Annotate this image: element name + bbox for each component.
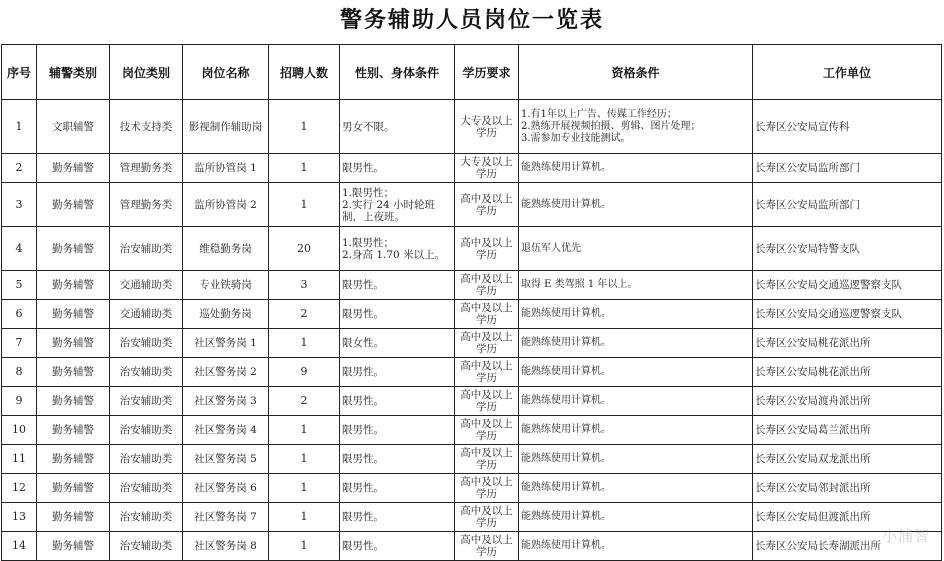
cell-edu: 高中及以上学历 bbox=[455, 300, 519, 329]
cell-count: 1 bbox=[269, 329, 340, 358]
cell-no: 11 bbox=[2, 445, 37, 474]
cell-no: 10 bbox=[2, 416, 37, 445]
cell-category: 勤务辅警 bbox=[37, 503, 110, 532]
cell-body: 限男性。 bbox=[340, 387, 455, 416]
cell-body: 限男性。 bbox=[340, 474, 455, 503]
table-row bbox=[2, 329, 942, 358]
cell-no: 3 bbox=[2, 183, 37, 227]
cell-unit: 长寿区公安局邻封派出所 bbox=[753, 474, 942, 503]
cell-body: 限女性。 bbox=[340, 329, 455, 358]
cell-edu: 高中及以上学历 bbox=[455, 358, 519, 387]
table-row bbox=[2, 300, 942, 329]
cell-unit: 长寿区公安局双龙派出所 bbox=[753, 445, 942, 474]
header-category: 辅警类别 bbox=[37, 45, 110, 100]
cell-count: 1 bbox=[269, 183, 340, 227]
cell-edu: 高中及以上学历 bbox=[455, 416, 519, 445]
cell-body: 限男性。 bbox=[340, 358, 455, 387]
cell-qual: 1.有1年以上广告、传媒工作经历； 2.熟练开展视频拍摄、剪辑、图片处理； 3.需参加专业技能测试。 bbox=[519, 100, 753, 154]
cell-category: 勤务辅警 bbox=[37, 154, 110, 183]
cell-no: 6 bbox=[2, 300, 37, 329]
cell-count: 1 bbox=[269, 416, 340, 445]
cell-body: 限男性。 bbox=[340, 445, 455, 474]
cell-category: 文职辅警 bbox=[37, 100, 110, 154]
cell-qual: 能熟练使用计算机。 bbox=[519, 532, 753, 561]
cell-name: 社区警务岗 2 bbox=[183, 358, 269, 387]
table-row bbox=[2, 227, 942, 271]
table-row bbox=[2, 445, 942, 474]
cell-edu: 高中及以上学历 bbox=[455, 329, 519, 358]
cell-unit: 长寿区公安局桃花派出所 bbox=[753, 358, 942, 387]
cell-unit: 长寿区公安局交通巡逻警察支队 bbox=[753, 271, 942, 300]
cell-category: 勤务辅警 bbox=[37, 387, 110, 416]
cell-type: 交通辅助类 bbox=[110, 271, 183, 300]
cell-unit: 长寿区公安局特警支队 bbox=[753, 227, 942, 271]
cell-body: 1.限男性； 2.实行 24 小时轮班制，上夜班。 bbox=[340, 183, 455, 227]
table-row bbox=[2, 183, 942, 227]
page-title: 警务辅助人员岗位一览表 bbox=[339, 7, 604, 33]
cell-no: 4 bbox=[2, 227, 37, 271]
cell-name: 巡处勤务岗 bbox=[183, 300, 269, 329]
cell-body: 1.限男性； 2.身高 1.70 米以上。 bbox=[340, 227, 455, 271]
cell-name: 专业铁骑岗 bbox=[183, 271, 269, 300]
cell-unit: 长寿区公安局桃花派出所 bbox=[753, 329, 942, 358]
cell-category: 勤务辅警 bbox=[37, 358, 110, 387]
cell-name: 社区警务岗 8 bbox=[183, 532, 269, 561]
cell-unit: 长寿区公安局交通巡逻警察支队 bbox=[753, 300, 942, 329]
cell-edu: 高中及以上学历 bbox=[455, 474, 519, 503]
header-count: 招聘人数 bbox=[269, 45, 340, 100]
cell-category: 勤务辅警 bbox=[37, 227, 110, 271]
cell-edu: 高中及以上学历 bbox=[455, 183, 519, 227]
cell-category: 勤务辅警 bbox=[37, 445, 110, 474]
header-row bbox=[2, 45, 942, 100]
cell-count: 1 bbox=[269, 154, 340, 183]
cell-unit: 长寿区公安局葛兰派出所 bbox=[753, 416, 942, 445]
cell-name: 社区警务岗 4 bbox=[183, 416, 269, 445]
cell-count: 9 bbox=[269, 358, 340, 387]
cell-edu: 大专及以上学历 bbox=[455, 100, 519, 154]
cell-count: 2 bbox=[269, 387, 340, 416]
cell-type: 管理勤务类 bbox=[110, 154, 183, 183]
cell-type: 治安辅助类 bbox=[110, 445, 183, 474]
cell-count: 1 bbox=[269, 445, 340, 474]
cell-qual: 能熟练使用计算机。 bbox=[519, 503, 753, 532]
table-row bbox=[2, 100, 942, 154]
cell-qual: 能熟练使用计算机。 bbox=[519, 358, 753, 387]
cell-count: 2 bbox=[269, 300, 340, 329]
cell-count: 1 bbox=[269, 532, 340, 561]
cell-name: 社区警务岗 1 bbox=[183, 329, 269, 358]
cell-qual: 能熟练使用计算机。 bbox=[519, 474, 753, 503]
cell-type: 治安辅助类 bbox=[110, 387, 183, 416]
cell-category: 勤务辅警 bbox=[37, 183, 110, 227]
cell-type: 治安辅助类 bbox=[110, 358, 183, 387]
cell-count: 1 bbox=[269, 503, 340, 532]
cell-type: 技术支持类 bbox=[110, 100, 183, 154]
cell-type: 治安辅助类 bbox=[110, 227, 183, 271]
cell-qual: 能熟练使用计算机。 bbox=[519, 416, 753, 445]
table-row bbox=[2, 532, 942, 561]
cell-edu: 高中及以上学历 bbox=[455, 445, 519, 474]
cell-unit: 长寿区公安局但渡派出所 bbox=[753, 503, 942, 532]
table-row bbox=[2, 154, 942, 183]
cell-unit: 长寿区公安局渡舟派出所 bbox=[753, 387, 942, 416]
cell-edu: 高中及以上学历 bbox=[455, 387, 519, 416]
cell-name: 社区警务岗 6 bbox=[183, 474, 269, 503]
cell-count: 1 bbox=[269, 100, 340, 154]
cell-body: 限男性。 bbox=[340, 503, 455, 532]
cell-type: 治安辅助类 bbox=[110, 416, 183, 445]
cell-body: 限男性。 bbox=[340, 300, 455, 329]
cell-unit: 长寿区公安局宣传科 bbox=[753, 100, 942, 154]
cell-body: 男女不限。 bbox=[340, 100, 455, 154]
table-row bbox=[2, 474, 942, 503]
cell-no: 7 bbox=[2, 329, 37, 358]
cell-edu: 高中及以上学历 bbox=[455, 227, 519, 271]
cell-unit: 长寿区公安局长寿湖派出所 bbox=[753, 532, 942, 561]
cell-type: 管理勤务类 bbox=[110, 183, 183, 227]
positions-table bbox=[1, 44, 942, 561]
cell-no: 12 bbox=[2, 474, 37, 503]
cell-type: 治安辅助类 bbox=[110, 474, 183, 503]
cell-type: 交通辅助类 bbox=[110, 300, 183, 329]
table-row bbox=[2, 503, 942, 532]
cell-name: 监所协管岗 2 bbox=[183, 183, 269, 227]
cell-unit: 长寿区公安局监所部门 bbox=[753, 183, 942, 227]
header-body: 性别、身体条件 bbox=[340, 45, 455, 100]
header-qual: 资格条件 bbox=[519, 45, 753, 100]
cell-no: 13 bbox=[2, 503, 37, 532]
cell-qual: 能熟练使用计算机。 bbox=[519, 387, 753, 416]
cell-name: 维稳勤务岗 bbox=[183, 227, 269, 271]
table-body bbox=[2, 100, 942, 561]
cell-qual: 能熟练使用计算机。 bbox=[519, 300, 753, 329]
header-type: 岗位类别 bbox=[110, 45, 183, 100]
header-edu: 学历要求 bbox=[455, 45, 519, 100]
cell-name: 监所协管岗 1 bbox=[183, 154, 269, 183]
cell-qual: 能熟练使用计算机。 bbox=[519, 183, 753, 227]
cell-no: 5 bbox=[2, 271, 37, 300]
cell-category: 勤务辅警 bbox=[37, 474, 110, 503]
cell-qual: 能熟练使用计算机。 bbox=[519, 154, 753, 183]
cell-count: 1 bbox=[269, 474, 340, 503]
cell-name: 社区警务岗 5 bbox=[183, 445, 269, 474]
header-unit: 工作单位 bbox=[753, 45, 942, 100]
cell-qual: 能熟练使用计算机。 bbox=[519, 329, 753, 358]
table-row bbox=[2, 387, 942, 416]
cell-category: 勤务辅警 bbox=[37, 416, 110, 445]
cell-category: 勤务辅警 bbox=[37, 329, 110, 358]
cell-category: 勤务辅警 bbox=[37, 532, 110, 561]
cell-name: 社区警务岗 3 bbox=[183, 387, 269, 416]
cell-no: 14 bbox=[2, 532, 37, 561]
table-row bbox=[2, 358, 942, 387]
cell-edu: 高中及以上学历 bbox=[455, 503, 519, 532]
watermark: 小浦智 bbox=[881, 527, 930, 545]
cell-count: 20 bbox=[269, 227, 340, 271]
cell-name: 社区警务岗 7 bbox=[183, 503, 269, 532]
cell-body: 限男性。 bbox=[340, 532, 455, 561]
cell-qual: 退伍军人优先 bbox=[519, 227, 753, 271]
cell-body: 限男性。 bbox=[340, 416, 455, 445]
cell-no: 9 bbox=[2, 387, 37, 416]
cell-type: 治安辅助类 bbox=[110, 329, 183, 358]
cell-edu: 高中及以上学历 bbox=[455, 532, 519, 561]
cell-edu: 高中及以上学历 bbox=[455, 271, 519, 300]
cell-body: 限男性。 bbox=[340, 271, 455, 300]
cell-category: 勤务辅警 bbox=[37, 300, 110, 329]
header-name: 岗位名称 bbox=[183, 45, 269, 100]
cell-no: 2 bbox=[2, 154, 37, 183]
cell-type: 治安辅助类 bbox=[110, 532, 183, 561]
cell-count: 3 bbox=[269, 271, 340, 300]
header-no: 序号 bbox=[2, 45, 37, 100]
cell-unit: 长寿区公安局监所部门 bbox=[753, 154, 942, 183]
cell-type: 治安辅助类 bbox=[110, 503, 183, 532]
cell-body: 限男性。 bbox=[340, 154, 455, 183]
cell-category: 勤务辅警 bbox=[37, 271, 110, 300]
cell-no: 8 bbox=[2, 358, 37, 387]
table-row bbox=[2, 271, 942, 300]
table-row bbox=[2, 416, 942, 445]
cell-qual: 能熟练使用计算机。 bbox=[519, 445, 753, 474]
cell-name: 影视制作辅助岗 bbox=[183, 100, 269, 154]
cell-edu: 大专及以上学历 bbox=[455, 154, 519, 183]
cell-qual: 取得 E 类驾照 1 年以上。 bbox=[519, 271, 753, 300]
cell-no: 1 bbox=[2, 100, 37, 154]
